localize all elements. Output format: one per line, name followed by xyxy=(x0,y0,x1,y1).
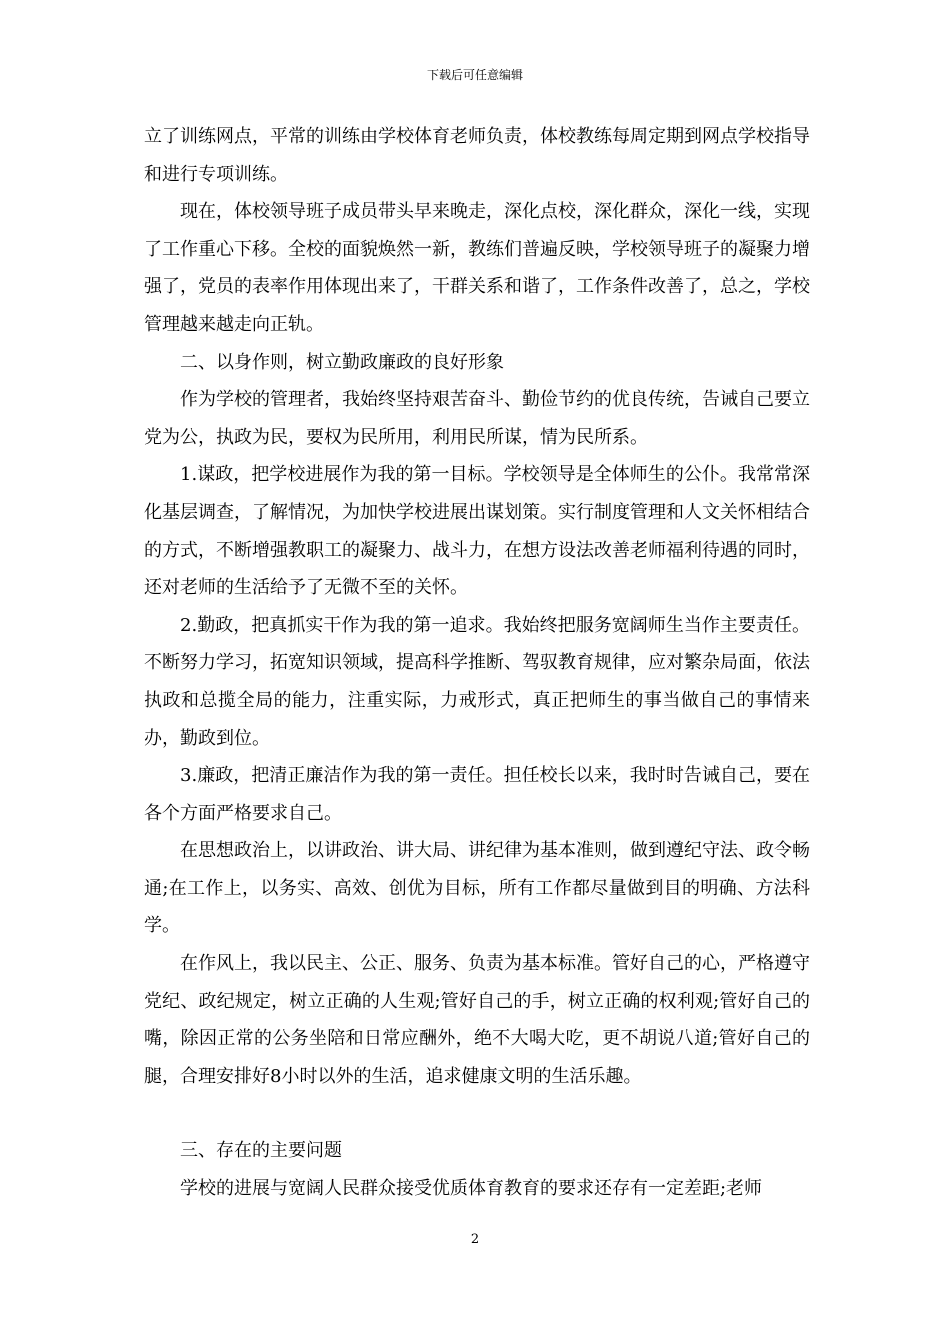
paragraph: 现在，体校领导班子成员带头早来晚走，深化点校，深化群众，深化一线，实现了工作重心下移。全校的面貌焕然一新，教练们普遍反映，学校领导班子的凝聚力增强了，党员的表率作用体现出来了，干群关系和谐了，工作条件改善了，总之，学校管理越来越走向正轨。 xyxy=(144,201,810,335)
blank-line xyxy=(144,1095,810,1132)
paragraph: 学校的进展与宽阔人民群众接受优质体育教育的要求还存有一定差距;老师 xyxy=(180,1178,763,1200)
paragraph: 在作风上，我以民主、公正、服务、负责为基本标准。管好自己的心，严格遵守党纪、政纪规定，树立正确的人生观;管好自己的手，树立正确的权利观;管好自己的嘴，除因正常的公务坐陪和日常应酬外，绝不大喝大吃，更不胡说八道;管好自己的腿，合理安排好8小时以外的生活，追求健康文明的生活乐趣。 xyxy=(144,953,810,1087)
list-item: 1.谋政，把学校进展作为我的第一目标。学校领导是全体师生的公仆。我常常深化基层调查，了解情况，为加快学校进展出谋划策。实行制度管理和人文关怀相结合的方式，不断增强教职工的凝聚力、战斗力，在想方设法改善老师福利待遇的同时，还对老师的生活给予了无微不至的关怀。 xyxy=(144,464,810,599)
section-heading: 二、以身作则，树立勤政廉政的良好形象 xyxy=(180,351,504,373)
section-heading: 三、存在的主要问题 xyxy=(180,1140,342,1162)
page-number: 2 xyxy=(470,1232,480,1247)
list-item: 3.廉政，把清正廉洁作为我的第一责任。担任校长以来，我时时告诫自己，要在各个方面严格要求自己。 xyxy=(144,765,810,824)
paragraph: 作为学校的管理者，我始终坚持艰苦奋斗、勤俭节约的优良传统，告诫自己要立党为公，执政为民，要权为民所用，利用民所谋，情为民所系。 xyxy=(144,389,810,448)
document-body xyxy=(144,118,810,1208)
list-item: 2.勤政，把真抓实干作为我的第一追求。我始终把服务宽阔师生当作主要责任。不断努力学习，拓宽知识领域，提高科学推断、驾驭教育规律，应对繁杂局面，依法执政和总揽全局的能力，注重实际，力戒形式，真正把师生的事当做自己的事情来办，勤政到位。 xyxy=(144,614,810,749)
paragraph: 在思想政治上，以讲政治、讲大局、讲纪律为基本准则，做到遵纪守法、政令畅通;在工作上，以务实、高效、创优为目标，所有工作都尽量做到目的明确、方法科学。 xyxy=(144,840,810,937)
page-header: 下载后可任意编辑 xyxy=(426,68,523,82)
paragraph: 立了训练网点，平常的训练由学校体育老师负责，体校教练每周定期到网点学校指导和进行专项训练。 xyxy=(144,126,810,185)
